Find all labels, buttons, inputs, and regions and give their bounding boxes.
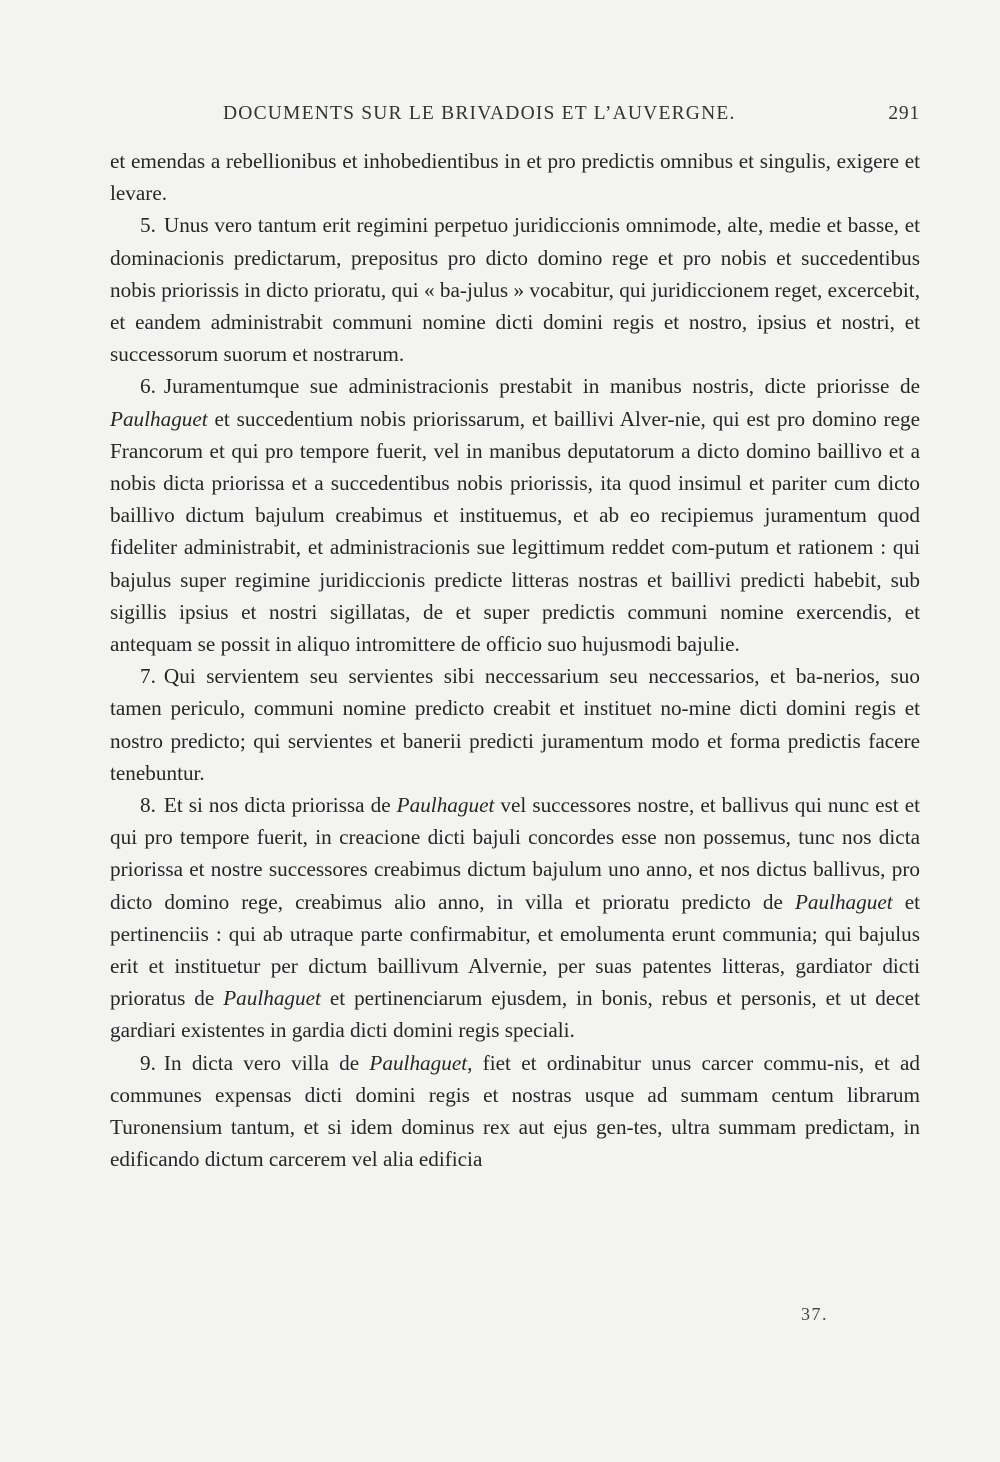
paragraph-continuation [110,145,920,209]
paragraph-8 [110,789,920,1047]
paragraph-text: In dicta vero villa de [163,1050,370,1075]
paragraph-text: Unus vero tantum erit regimini perpetuo juridiccionis omnimode, alte, medie et basse, et dominacionis predictarum, prepositus pro dicto domino rege et pro nobis et succedentibus nobis priorissis in dicto prioratu, qui « ba-julus » vocabitur, qui juridiccionem reget, excercebit, et eandem administrabit communi nomine dicti domini regis et nostro, ipsius et nostri, et successorum suorum et nostrarum. [110,213,920,367]
place-name: Paulhaguet [110,406,208,431]
paragraph-text: Qui servientem seu servientes sibi neccessarium seu neccessarios, et ba-nerios, suo tamen periculo, communi nomine predicto creabit et instituet no-mine dicti domini regis et nostro predicto; qui servientes et banerii predicti juramentum modo et forma predictis facere tenebuntur. [110,664,920,785]
running-head [110,103,920,137]
section-number: 7. [140,664,156,689]
section-number: 6. [140,374,156,399]
section-number: 5. [140,213,156,238]
section-number: 8. [140,793,156,818]
paragraph-text: et emendas a rebellionibus et inhobedientibus in et pro predictis omnibus et singulis, exigere et levare. [110,149,920,206]
paragraph-6 [110,370,920,660]
paragraph-text: Et si nos dicta priorissa de [163,793,397,818]
paragraph-5 [110,209,920,370]
paragraph-text: et pertinenciis : qui ab utraque parte confirmabitur, et emolumenta erunt communia; qui bajulus erit et instituetur per dictum baillivum Alvernie, per suas patentes litteras, gardiator dicti prioratus de [110,889,920,1011]
paragraph-9 [110,1047,920,1176]
signature-mark: 37. [801,1304,828,1324]
paragraph-7 [110,660,920,789]
section-number: 9. [140,1050,156,1075]
paragraph-text: et pertinenciarum ejusdem, in bonis, rebus et personis, et ut decet gardiari existentes in gardia dicti domini regis speciali. [110,986,920,1043]
paragraph-text: et succedentium nobis priorissarum, et baillivi Alver-nie, qui est pro domino rege Francorum et qui pro tempore fuerit, vel in manibus deputatorum a dicto domino baillivo et a nobis dicta priorissa et a succedentibus nobis priorissis, ita quod insimul et pariter cum dicto baillivo dictum bajulum creabimus et instituemus, et ab eo recipiemus juramentum quod fideliter administrabit, et administracionis sue legittimum reddet com-putum et rationem : qui bajulus super regimine juridiccionis predicte litteras nostras et baillivi predicti habebit, sub sigillis ipsius et nostri sigillatas, de et super predictis communi nomine exercendis, et antequam se possit in aliquo intromittere de officio suo hujusmodi bajulie. [110,406,920,657]
document-body [110,145,920,1176]
place-name: Paulhaguet [794,889,893,914]
place-name: Paulhaguet [396,793,495,818]
running-title: DOCUMENTS SUR LE BRIVADOIS ET L’AUVERGNE. [223,103,736,124]
paragraph-text: Juramentumque sue administracionis prestabit in manibus nostris, dicte priorisse de [163,374,920,399]
paragraph-text: , fiet et ordinabitur unus carcer commu-nis, et ad communes expensas dicti domini regis et nostras usque ad summam centum librarum Turonensium tantum, et si idem dominus rex aut ejus gen-tes, ultra summam predictam, in edificando dictum carcerem vel alia edificia [110,1050,920,1172]
place-name: Paulhaguet [369,1050,468,1075]
page-number: 291 [888,103,920,124]
paragraph-text: vel successores nostre, et ballivus qui nunc est et qui pro tempore fuerit, in creacione dicti bajuli concordes esse non possemus, tunc nos dicta priorissa et nostre successores creabimus dictum bajulum uno anno, et nos dictus ballivus, pro dicto domino rege, creabimus alio anno, in villa et prioratu predicto de [110,793,920,914]
place-name: Paulhaguet [223,986,321,1011]
